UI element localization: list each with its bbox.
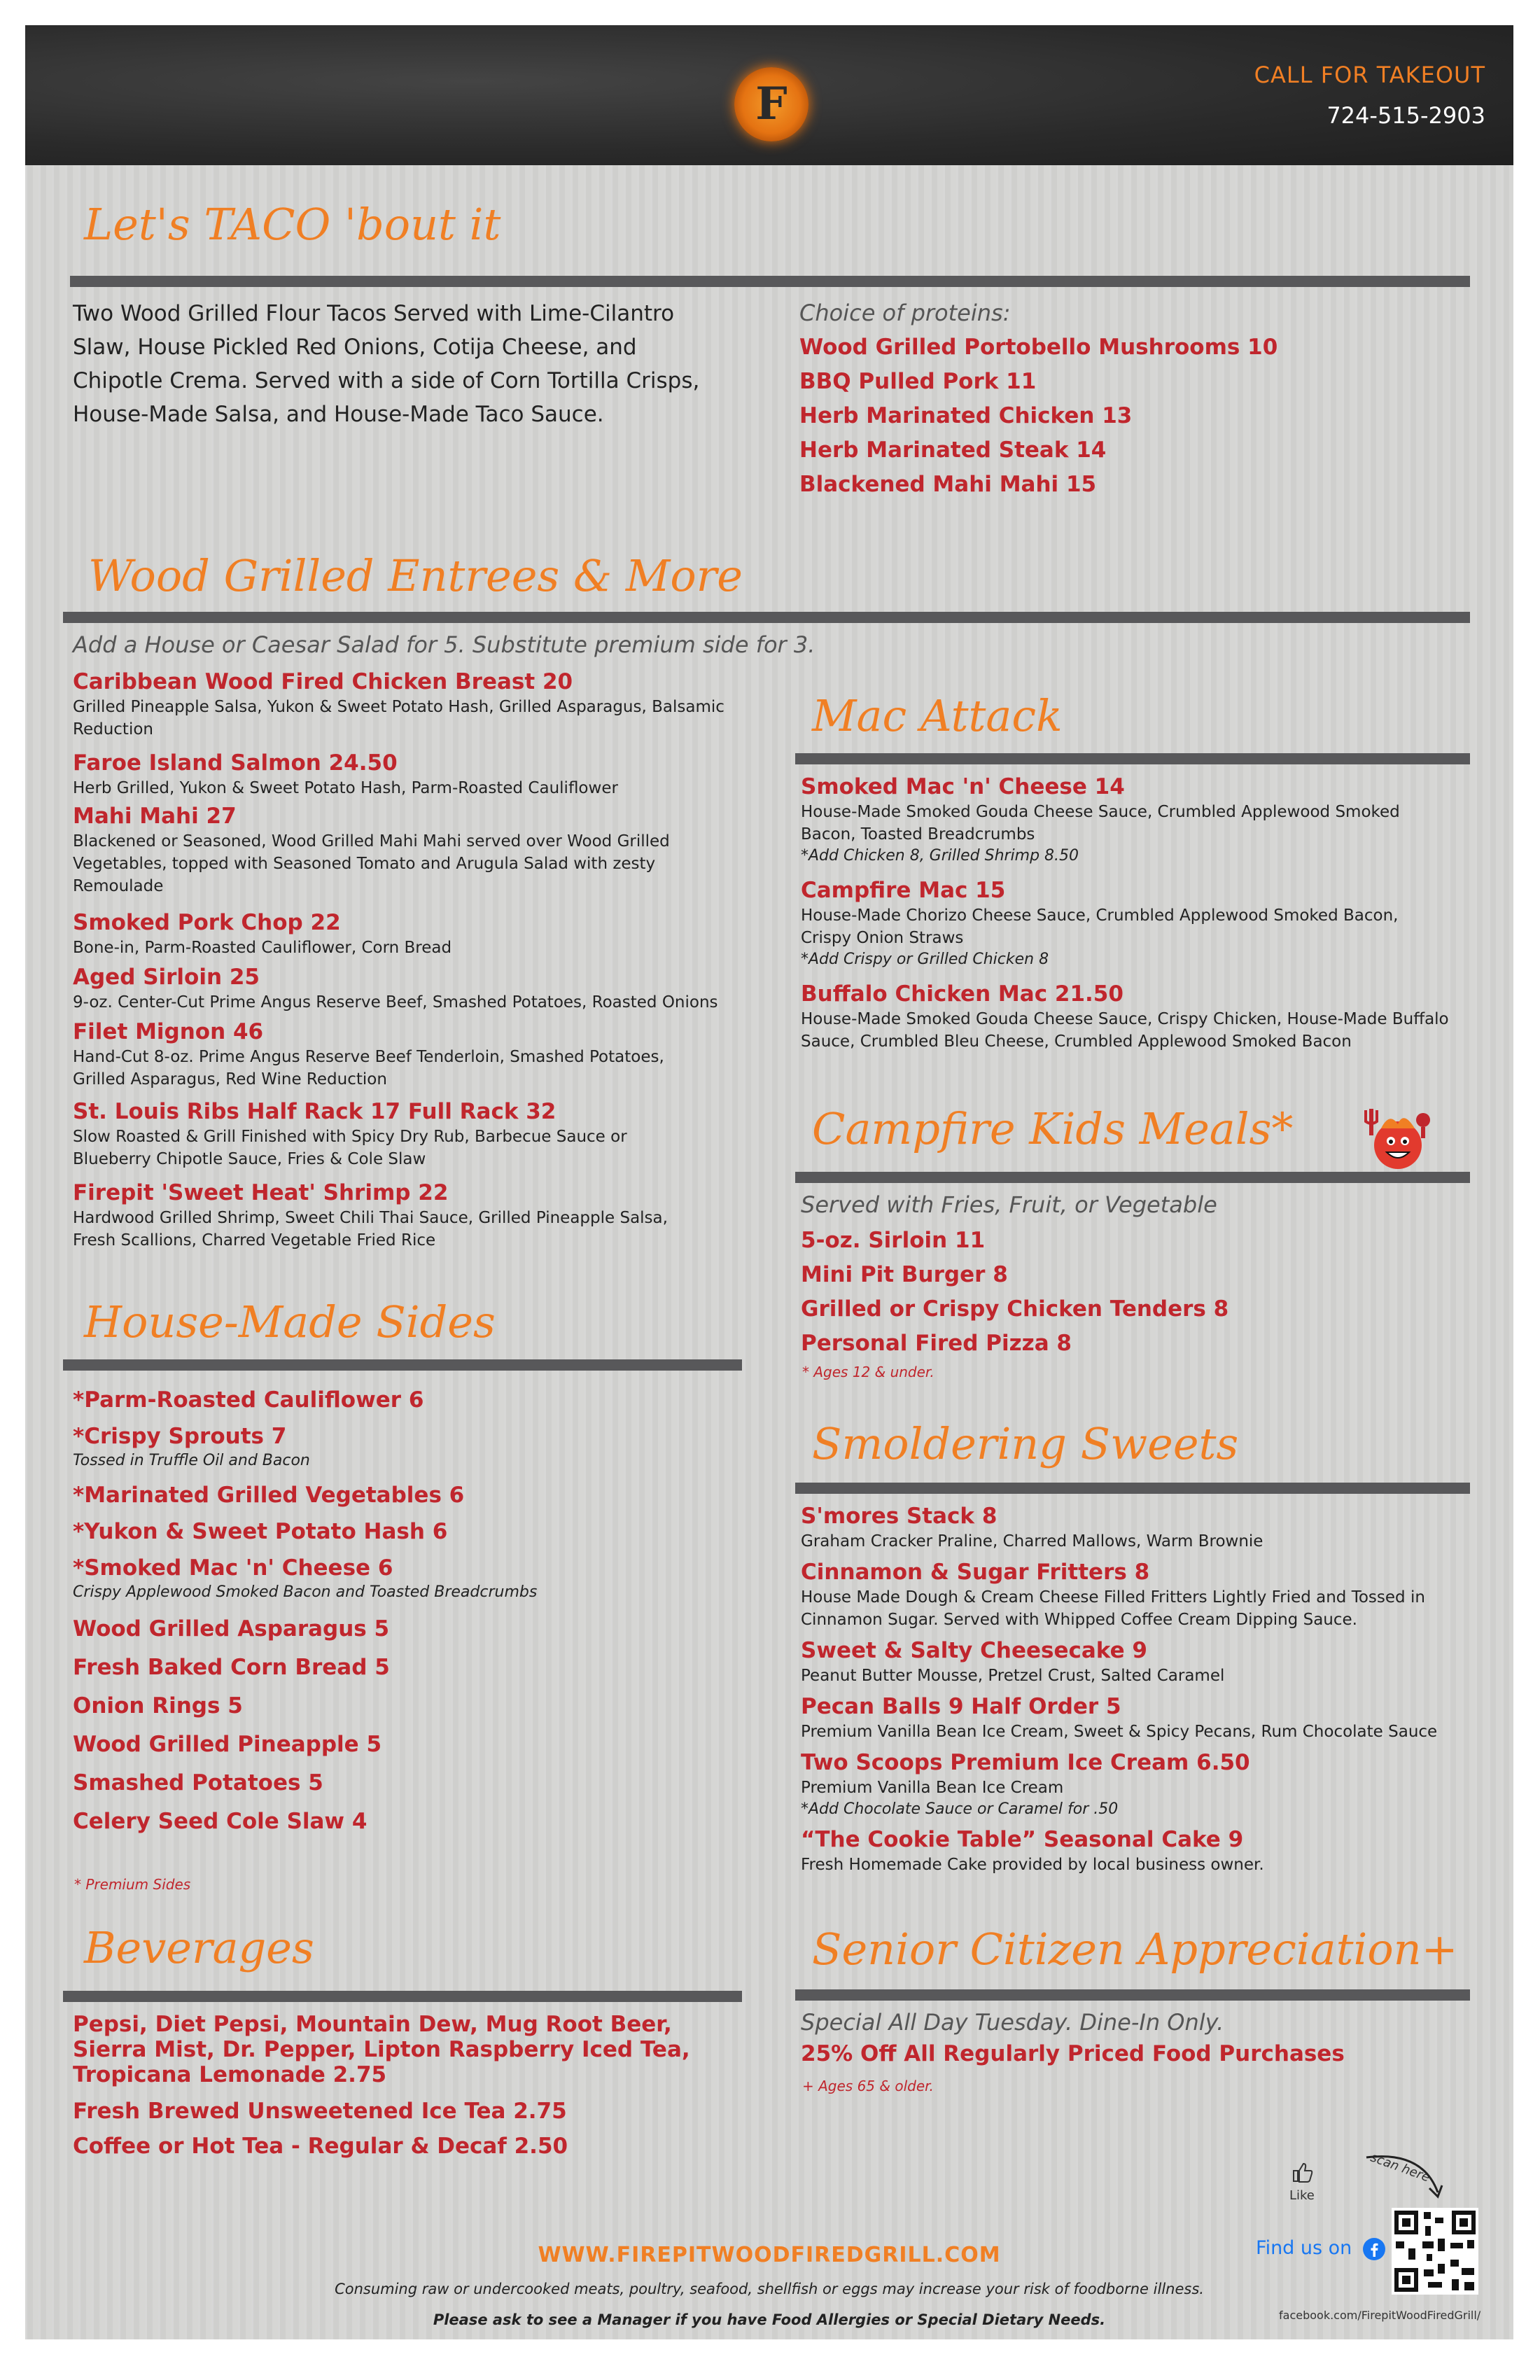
protein-item: BBQ Pulled Pork 11 [799, 369, 1037, 394]
entree-item: St. Louis Ribs Half Rack 17 Full Rack 32 Slow Roasted & Grill Finished with Spicy Dry Rub, Barbecue Sauce or Blueberry Chipotle Sauce, Fries & Cole Slaw [73, 1099, 627, 1168]
takeout-phone[interactable]: 724-515-2903 [1326, 102, 1485, 129]
entree-item: Aged Sirloin 25 9-oz. Center-Cut Prime Angus Reserve Beef, Smashed Potatoes, Roasted Onions [73, 965, 718, 1011]
sweet-item: Sweet & Salty Cheesecake 9 Peanut Butter Mousse, Pretzel Crust, Salted Caramel [801, 1638, 1225, 1685]
senior-footnote: + Ages 65 & older. [802, 2078, 934, 2094]
sweet-item: Cinnamon & Sugar Fritters 8 House Made Dough & Cream Cheese Filled Fritters Lightly Fried and Tossed in Cinnamon Sugar. Served with Whipped Coffee Cream Dipping Sauce. [801, 1560, 1425, 1629]
sweet-item: “The Cookie Table” Seasonal Cake 9 Fresh Homemade Cake provided by local business owner. [801, 1827, 1264, 1874]
foodborne-disclaimer: Consuming raw or undercooked meats, poultry, seafood, shellfish or eggs may increase your risk of foodborne illness. [335, 2281, 1204, 2297]
entree-item: Filet Mignon 46 Hand-Cut 8-oz. Prime Angus Reserve Beef Tenderloin, Smashed Potatoes, Grilled Asparagus, Red Wine Reduction [73, 1019, 664, 1088]
kids-note: Served with Fries, Fruit, or Vegetable [801, 1191, 1217, 1218]
kids-footnote: * Ages 12 & under. [802, 1364, 934, 1380]
protein-item: Blackened Mahi Mahi 15 [799, 472, 1097, 497]
scan-here-label: scan here [1368, 2150, 1432, 2185]
side-item: Smashed Potatoes 5 [73, 1770, 323, 1795]
website-link[interactable]: WWW.FIREPITWOODFIREDGRILL.COM [538, 2243, 1001, 2267]
takeout-label: CALL FOR TAKEOUT [1254, 62, 1485, 88]
kids-divider [795, 1172, 1470, 1183]
beverage-item: Fresh Brewed Unsweetened Ice Tea 2.75 [73, 2099, 567, 2124]
beverages-title: Beverages [84, 1922, 314, 1973]
mac-title: Mac Attack [812, 690, 1063, 741]
mac-item: Buffalo Chicken Mac 21.50 House-Made Smoked Gouda Cheese Sauce, Crispy Chicken, House-Made Buffalo Sauce, Crumbled Bleu Cheese, Crumbled Applewood Smoked Bacon [801, 981, 1449, 1051]
side-item: Fresh Baked Corn Bread 5 [73, 1655, 390, 1680]
tacos-divider [70, 276, 1470, 287]
protein-item: Herb Marinated Chicken 13 [799, 403, 1133, 428]
like-label: Like [1289, 2188, 1315, 2203]
beverage-item: Coffee or Hot Tea - Regular & Decaf 2.50 [73, 2134, 568, 2159]
sweets-divider [795, 1483, 1470, 1494]
menu-page [25, 25, 1513, 2339]
allergy-note: Please ask to see a Manager if you have Food Allergies or Special Dietary Needs. [433, 2311, 1106, 2328]
facebook-url[interactable]: facebook.com/FirepitWoodFiredGrill/ [1279, 2309, 1481, 2322]
entree-item: Mahi Mahi 27 Blackened or Seasoned, Wood Grilled Mahi Mahi served over Wood Grilled Vegetables, topped with Seasoned Tomato and Arugula Salad with zesty Remoulade [73, 804, 670, 895]
side-item: *Parm-Roasted Cauliflower 6 [73, 1387, 424, 1413]
side-item: *Crispy Sprouts 7 Tossed in Truffle Oil and Bacon [73, 1424, 310, 1469]
entrees-note: Add a House or Caesar Salad for 5. Substitute premium side for 3. [73, 631, 816, 658]
entrees-title: Wood Grilled Entrees & More [88, 550, 743, 601]
entree-item: Caribbean Wood Fired Chicken Breast 20 Grilled Pineapple Salsa, Yukon & Sweet Potato Hash, Grilled Asparagus, Balsamic Reduction [73, 669, 724, 738]
curved-arrow-icon [1359, 2150, 1450, 2206]
senior-divider [795, 1989, 1470, 2001]
beverages-divider [63, 1991, 742, 2002]
protein-item: Wood Grilled Portobello Mushrooms 10 [799, 335, 1278, 360]
entrees-divider [63, 612, 1470, 623]
side-item: *Yukon & Sweet Potato Hash 6 [73, 1519, 448, 1544]
protein-item: Herb Marinated Steak 14 [799, 438, 1107, 463]
kids-item: Grilled or Crispy Chicken Tenders 8 [801, 1296, 1229, 1322]
tacos-choice-label: Choice of proteins: [799, 300, 1011, 326]
header-bar [25, 25, 1513, 165]
find-us-label: Find us on [1256, 2237, 1352, 2259]
kids-item: Mini Pit Burger 8 [801, 1262, 1008, 1287]
kids-title: Campfire Kids Meals* [812, 1103, 1294, 1154]
kids-item: Personal Fired Pizza 8 [801, 1331, 1072, 1356]
senior-offer: 25% Off All Regularly Priced Food Purchases [801, 2041, 1345, 2066]
takeout-info [1254, 62, 1485, 129]
entree-item: Faroe Island Salmon 24.50 Herb Grilled, Yukon & Sweet Potato Hash, Parm-Roasted Cauliflower [73, 750, 618, 797]
tacos-title: Let's TACO 'bout it [84, 199, 501, 250]
senior-title: Senior Citizen Appreciation+ [812, 1924, 1458, 1975]
entree-item: Smoked Pork Chop 22 Bone-in, Parm-Roasted Cauliflower, Corn Bread [73, 910, 452, 957]
sweet-item: Two Scoops Premium Ice Cream 6.50 Premium Vanilla Bean Ice Cream *Add Chocolate Sauce or Caramel for .50 [801, 1750, 1250, 1818]
mac-item: Smoked Mac 'n' Cheese 14 House-Made Smoked Gouda Cheese Sauce, Crumbled Applewood Smoked Bacon, Toasted Breadcrumbs *Add Chicken 8, Grilled Shrimp 8.50 [801, 774, 1400, 864]
fireball-mascot-icon [1362, 1105, 1432, 1172]
kids-list [801, 1224, 1228, 1361]
sweets-title: Smoldering Sweets [812, 1418, 1239, 1469]
sweet-item: S'mores Stack 8 Graham Cracker Praline, Charred Mallows, Warm Brownie [801, 1504, 1264, 1550]
firepit-logo: F [734, 67, 808, 141]
sides-title: House-Made Sides [84, 1296, 496, 1348]
kids-item: 5-oz. Sirloin 11 [801, 1228, 986, 1253]
side-item: Onion Rings 5 [73, 1693, 243, 1718]
sides-list [73, 1382, 745, 1841]
beverage-item: Pepsi, Diet Pepsi, Mountain Dew, Mug Root Beer, Sierra Mist, Dr. Pepper, Lipton Raspberry Iced Tea, Tropicana Lemonade 2.75 [73, 2012, 690, 2087]
sweet-item: Pecan Balls 9 Half Order 5 Premium Vanilla Bean Ice Cream, Sweet & Spicy Pecans, Rum Chocolate Sauce [801, 1694, 1438, 1741]
entree-item: Firepit 'Sweet Heat' Shrimp 22 Hardwood Grilled Shrimp, Sweet Chili Thai Sauce, Grilled Pineapple Salsa, Fresh Scallions, Charred Vegetable Fried Rice [73, 1180, 668, 1250]
sides-divider [63, 1359, 742, 1371]
side-item: *Smoked Mac 'n' Cheese 6 Crispy Applewood Smoked Bacon and Toasted Breadcrumbs [73, 1555, 538, 1601]
thumbs-up-icon[interactable] [1291, 2160, 1315, 2184]
side-item: *Marinated Grilled Vegetables 6 [73, 1483, 465, 1508]
tacos-description: Two Wood Grilled Flour Tacos Served with Lime-Cilantro Slaw, House Pickled Red Onions, Cotija Cheese, and Chipotle Crema. Served with a side of Corn Tortilla Crisps, House-Made Salsa, and House-Made Taco Sauce. [73, 301, 700, 427]
mac-item: Campfire Mac 15 House-Made Chorizo Cheese Sauce, Crumbled Applewood Smoked Bacon, Crispy Onion Straws *Add Crispy or Grilled Chicken 8 [801, 878, 1399, 968]
side-item: Wood Grilled Pineapple 5 [73, 1732, 382, 1757]
side-item: Celery Seed Cole Slaw 4 [73, 1809, 368, 1834]
tacos-protein-list [799, 330, 1278, 502]
mac-divider [795, 753, 1470, 764]
side-item: Wood Grilled Asparagus 5 [73, 1616, 390, 1642]
senior-note: Special All Day Tuesday. Dine-In Only. [801, 2009, 1224, 2036]
sides-note: * Premium Sides [74, 1876, 191, 1893]
